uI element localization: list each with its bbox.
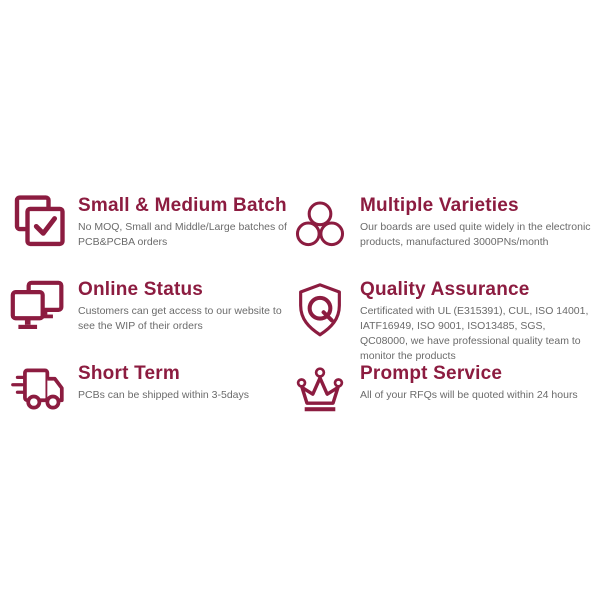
feature-title: Online Status — [78, 279, 204, 300]
feature-description: PCBs can be shipped within 3-5days — [78, 389, 250, 401]
feature-description: Our boards are used quite widely in the electronic products, manufactured 3000PNs/month — [360, 221, 591, 248]
feature-multiple-varieties — [292, 190, 592, 274]
three-circles-icon — [292, 192, 348, 254]
feature-small-medium-batch — [10, 190, 292, 274]
feature-title: Short Term — [78, 363, 180, 384]
dual-monitors-icon — [10, 276, 66, 338]
batch-check-icon — [10, 192, 66, 254]
feature-title: Prompt Service — [360, 363, 503, 384]
feature-title: Multiple Varieties — [360, 195, 519, 216]
feature-description: No MOQ, Small and Middle/Large batches of PCB&PCBA orders — [78, 221, 287, 248]
feature-description: All of your RFQs will be quoted within 24 hours — [360, 389, 578, 401]
shield-q-icon — [292, 276, 348, 338]
feature-prompt-service — [292, 358, 592, 442]
feature-title: Small & Medium Batch — [78, 195, 287, 216]
feature-description: Certificated with UL (E315391), CUL, ISO 14001, IATF16949, ISO 9001, ISO13485, SGS, QC08000, we have professional quality team to monitor the products — [360, 305, 589, 362]
feature-description: Customers can get access to our website to see the WIP of their orders — [78, 305, 282, 332]
features-grid — [10, 190, 592, 442]
feature-title: Quality Assurance — [360, 279, 530, 300]
feature-quality-assurance — [292, 274, 592, 362]
crown-icon — [292, 360, 348, 422]
feature-short-term — [10, 358, 292, 442]
delivery-truck-icon — [10, 360, 66, 422]
feature-online-status — [10, 274, 292, 358]
